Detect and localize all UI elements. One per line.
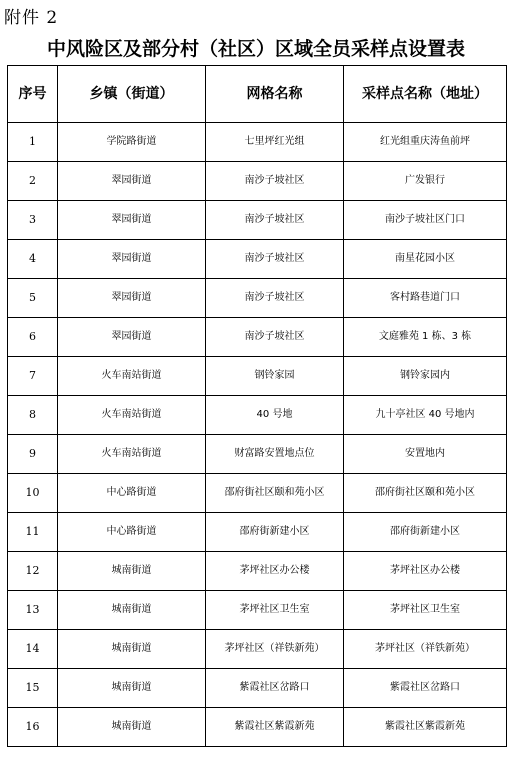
cell-index: 5: [8, 279, 58, 318]
cell-sampling-point: 邵府街社区颐和苑小区: [344, 474, 507, 513]
header-grid-name: 网格名称: [206, 66, 344, 123]
cell-sampling-point: 紫霞社区岔路口: [344, 669, 507, 708]
table-row: [8, 630, 507, 669]
cell-town: 翠园街道: [58, 318, 206, 357]
table-row: [8, 669, 507, 708]
cell-sampling-point: 茅坪社区办公楼: [344, 552, 507, 591]
cell-sampling-point: 茅坪社区卫生室: [344, 591, 507, 630]
cell-index: 15: [8, 669, 58, 708]
cell-sampling-point: 紫霞社区紫霞新苑: [344, 708, 507, 747]
cell-index: 1: [8, 123, 58, 162]
cell-grid-name: 紫霞社区岔路口: [206, 669, 344, 708]
cell-grid-name: 南沙子坡社区: [206, 201, 344, 240]
cell-town: 城南街道: [58, 552, 206, 591]
table-row: [8, 708, 507, 747]
page-title: 中风险区及部分村（社区）区域全员采样点设置表: [46, 38, 465, 60]
cell-index: 4: [8, 240, 58, 279]
cell-index: 10: [8, 474, 58, 513]
cell-grid-name: 财富路安置地点位: [206, 435, 344, 474]
cell-town: 城南街道: [58, 708, 206, 747]
table-row: [8, 123, 507, 162]
cell-sampling-point: 文庭雅苑 1 栋、3 栋: [344, 318, 507, 357]
cell-town: 火车南站街道: [58, 357, 206, 396]
cell-town: 中心路街道: [58, 474, 206, 513]
sampling-points-table: [7, 65, 507, 747]
header-town: 乡镇（街道）: [58, 66, 206, 123]
cell-sampling-point: 南沙子坡社区门口: [344, 201, 507, 240]
cell-sampling-point: 客村路巷道门口: [344, 279, 507, 318]
cell-grid-name: 邵府街社区颐和苑小区: [206, 474, 344, 513]
cell-sampling-point: 邵府街新建小区: [344, 513, 507, 552]
cell-town: 城南街道: [58, 669, 206, 708]
cell-grid-name: 南沙子坡社区: [206, 240, 344, 279]
cell-index: 6: [8, 318, 58, 357]
cell-town: 中心路街道: [58, 513, 206, 552]
cell-index: 9: [8, 435, 58, 474]
cell-index: 8: [8, 396, 58, 435]
cell-grid-name: 邵府街新建小区: [206, 513, 344, 552]
cell-grid-name: 茅坪社区卫生室: [206, 591, 344, 630]
cell-sampling-point: 安置地内: [344, 435, 507, 474]
cell-sampling-point: 九十亭社区 40 号地内: [344, 396, 507, 435]
cell-sampling-point: 南星花园小区: [344, 240, 507, 279]
cell-town: 城南街道: [58, 630, 206, 669]
table-row: [8, 396, 507, 435]
cell-town: 翠园街道: [58, 201, 206, 240]
table-row: [8, 474, 507, 513]
attachment-label: 附件 2: [4, 8, 59, 28]
cell-grid-name: 南沙子坡社区: [206, 279, 344, 318]
cell-town: 火车南站街道: [58, 396, 206, 435]
cell-index: 3: [8, 201, 58, 240]
cell-sampling-point: 红光组重庆涛鱼前坪: [344, 123, 507, 162]
table-row: [8, 591, 507, 630]
cell-town: 火车南站街道: [58, 435, 206, 474]
table-row: [8, 318, 507, 357]
table-row: [8, 513, 507, 552]
cell-grid-name: 南沙子坡社区: [206, 318, 344, 357]
cell-grid-name: 七里坪红光组: [206, 123, 344, 162]
cell-grid-name: 紫霞社区紫霞新苑: [206, 708, 344, 747]
cell-index: 14: [8, 630, 58, 669]
cell-index: 2: [8, 162, 58, 201]
cell-town: 城南街道: [58, 591, 206, 630]
cell-sampling-point: 钢铃家园内: [344, 357, 507, 396]
cell-grid-name: 南沙子坡社区: [206, 162, 344, 201]
cell-index: 12: [8, 552, 58, 591]
table-header-row: [8, 66, 507, 123]
table-row: [8, 435, 507, 474]
cell-grid-name: 茅坪社区（祥铁新苑）: [206, 630, 344, 669]
cell-sampling-point: 茅坪社区（祥铁新苑）: [344, 630, 507, 669]
cell-town: 翠园街道: [58, 162, 206, 201]
cell-town: 翠园街道: [58, 279, 206, 318]
table-row: [8, 552, 507, 591]
header-index: 序号: [8, 66, 58, 123]
table-row: [8, 240, 507, 279]
cell-grid-name: 茅坪社区办公楼: [206, 552, 344, 591]
cell-index: 11: [8, 513, 58, 552]
table-row: [8, 279, 507, 318]
cell-sampling-point: 广发银行: [344, 162, 507, 201]
cell-town: 学院路街道: [58, 123, 206, 162]
cell-index: 13: [8, 591, 58, 630]
cell-index: 7: [8, 357, 58, 396]
header-sampling-point: 采样点名称（地址）: [344, 66, 507, 123]
cell-town: 翠园街道: [58, 240, 206, 279]
cell-grid-name: 钢铃家园: [206, 357, 344, 396]
cell-grid-name: 40 号地: [206, 396, 344, 435]
table-row: [8, 162, 507, 201]
table-row: [8, 357, 507, 396]
table-row: [8, 201, 507, 240]
cell-index: 16: [8, 708, 58, 747]
